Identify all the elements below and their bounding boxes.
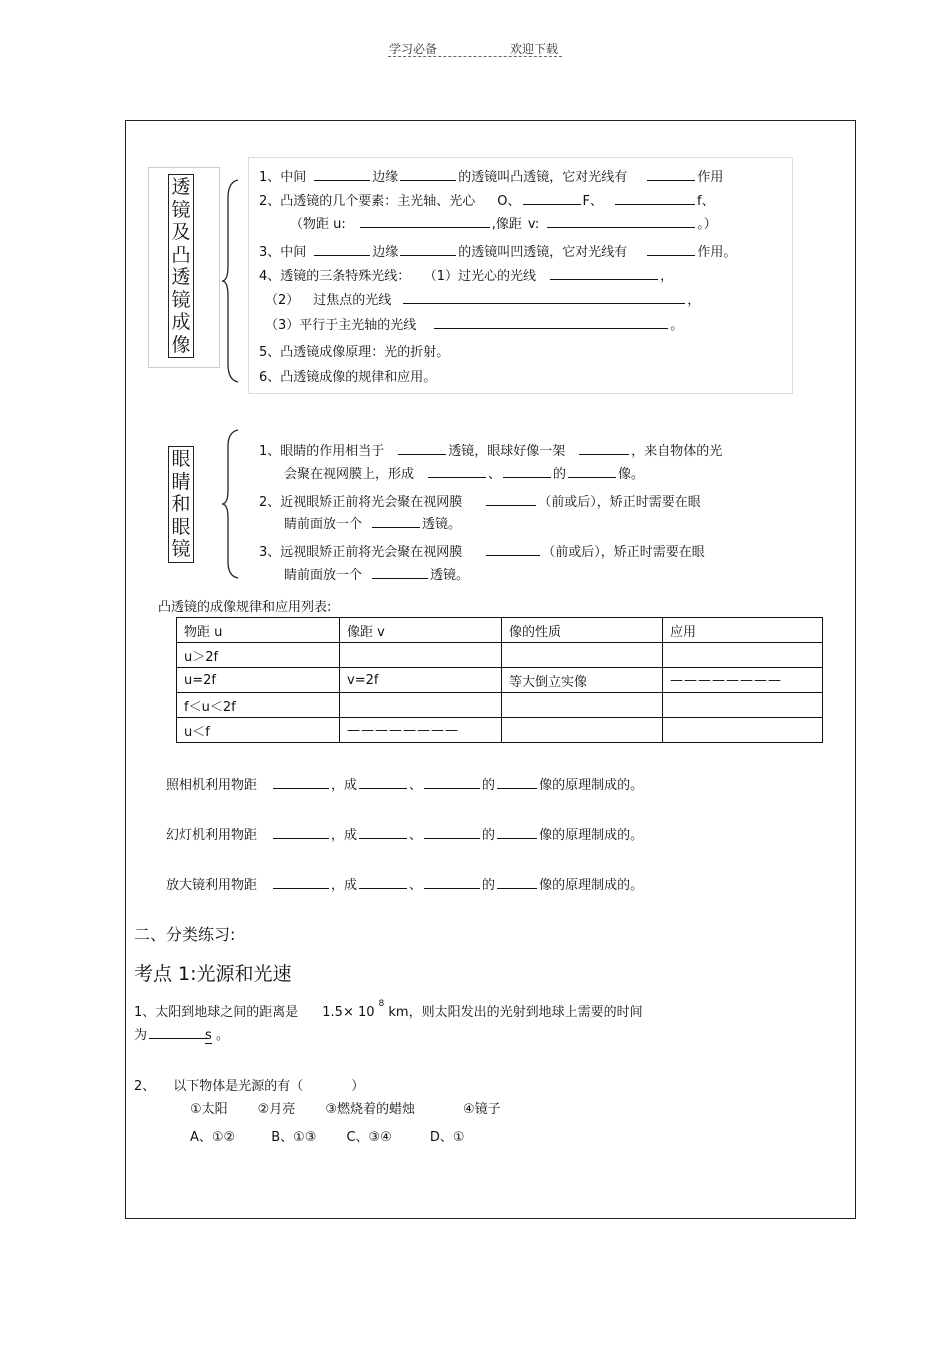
question-2: 2、 以下物体是光源的有（ ） bbox=[134, 1079, 365, 1094]
header-divider bbox=[388, 56, 562, 57]
question-2-options: ①太阳 ②月亮 ③燃烧着的蜡烛 ④镜子 bbox=[190, 1102, 501, 1117]
s2-line-3: 2、近视眼矫正前将光会聚在视网膜 （前或后），矫正时需要在眼 bbox=[259, 491, 701, 510]
table-cell: v=2f bbox=[340, 668, 502, 693]
s1-line-3: （物距 u: ,像距 v: 。） bbox=[290, 213, 717, 232]
practice-heading: 二、分类练习: bbox=[134, 925, 236, 944]
table-cell bbox=[502, 643, 663, 668]
table-header-row bbox=[177, 618, 823, 643]
table-cell: f＜u＜2f bbox=[177, 693, 340, 718]
s1-line-6: （2） 过焦点的光线 ， bbox=[265, 289, 700, 308]
s2-line-6: 睛前面放一个 透镜。 bbox=[284, 564, 469, 583]
application-line-magnifier: 放大镜利用物距 ，成 、 的 像的原理制成的。 bbox=[166, 874, 643, 893]
table-row bbox=[177, 668, 823, 693]
table-cell: u＜f bbox=[177, 718, 340, 743]
question-1: 1、太阳到地球之间的距离是 $1.5\times 10^8$ km，则太阳发出的光射到地球上需要的时间 bbox=[134, 998, 643, 1020]
choice-d[interactable]: D、① bbox=[429, 1130, 465, 1145]
table-header: 像距 v bbox=[340, 618, 502, 643]
s2-line-2: 会聚在视网膜上，形成 、 的 像。 bbox=[284, 463, 644, 482]
s1-line-8: 5、凸透镜成像原理：光的折射。 bbox=[259, 345, 450, 360]
table-cell: 等大倒立实像 bbox=[502, 668, 663, 693]
table-row bbox=[177, 693, 823, 718]
table-cell bbox=[663, 643, 823, 668]
s2-line-1: 1、眼睛的作用相当于 透镜，眼球好像一架 ，来自物体的光 bbox=[259, 440, 722, 459]
table-row bbox=[177, 643, 823, 668]
table-caption: 凸透镜的成像规律和应用列表: bbox=[158, 600, 332, 615]
header-right: 欢迎下载 bbox=[510, 42, 559, 56]
choice-b[interactable]: B、①③ bbox=[271, 1130, 317, 1145]
table-cell bbox=[663, 718, 823, 743]
application-line-projector: 幻灯机利用物距 ，成 、 的 像的原理制成的。 bbox=[166, 824, 643, 843]
table-cell bbox=[340, 643, 502, 668]
header-left: 学习必备 bbox=[389, 42, 438, 56]
s1-line-5: 4、透镜的三条特殊光线： （1）过光心的光线 ， bbox=[259, 265, 673, 284]
table-cell: u＞2f bbox=[177, 643, 340, 668]
s2-line-5: 3、远视眼矫正前将光会聚在视网膜 （前或后），矫正时需要在眼 bbox=[259, 541, 705, 560]
table-header: 应用 bbox=[663, 618, 823, 643]
imaging-rules-table bbox=[176, 617, 823, 743]
s1-line-9: 6、凸透镜成像的规律和应用。 bbox=[259, 370, 437, 385]
s1-line-4: 3、中间 边缘 的透镜叫凹透镜，它对光线有 作用。 bbox=[259, 241, 736, 260]
table-cell: ———————— bbox=[340, 718, 502, 743]
table-cell: u=2f bbox=[177, 668, 340, 693]
table-cell bbox=[663, 693, 823, 718]
question-1-cont: 为 s 。 bbox=[134, 1024, 229, 1043]
question-2-choices bbox=[190, 1126, 465, 1145]
table-cell bbox=[502, 693, 663, 718]
s2-line-4: 睛前面放一个 透镜。 bbox=[284, 513, 461, 532]
topic-heading: 考点 1:光源和光速 bbox=[134, 963, 292, 985]
table-header: 物距 u bbox=[177, 618, 340, 643]
table-cell bbox=[340, 693, 502, 718]
section1-title: 透 镜 及 凸 透 镜 成 像 bbox=[168, 174, 194, 358]
table-cell bbox=[502, 718, 663, 743]
s1-line-7: （3）平行于主光轴的光线 。 bbox=[265, 314, 683, 333]
s1-line-1: 1、中间 边缘 的透镜叫凸透镜，它对光线有 作用 bbox=[259, 166, 723, 185]
section2-title: 眼 睛 和 眼 镜 bbox=[168, 446, 194, 563]
brace-icon bbox=[220, 428, 242, 580]
choice-a[interactable]: A、①② bbox=[190, 1130, 236, 1145]
choice-c[interactable]: C、③④ bbox=[346, 1130, 392, 1145]
table-cell: ———————— bbox=[663, 668, 823, 693]
table-row bbox=[177, 718, 823, 743]
s1-line-2: 2、凸透镜的几个要素：主光轴、光心 O、 F、 f、 bbox=[259, 190, 715, 209]
table-header: 像的性质 bbox=[502, 618, 663, 643]
brace-icon bbox=[220, 178, 242, 384]
application-line-camera: 照相机利用物距 ，成 、 的 像的原理制成的。 bbox=[166, 774, 643, 793]
